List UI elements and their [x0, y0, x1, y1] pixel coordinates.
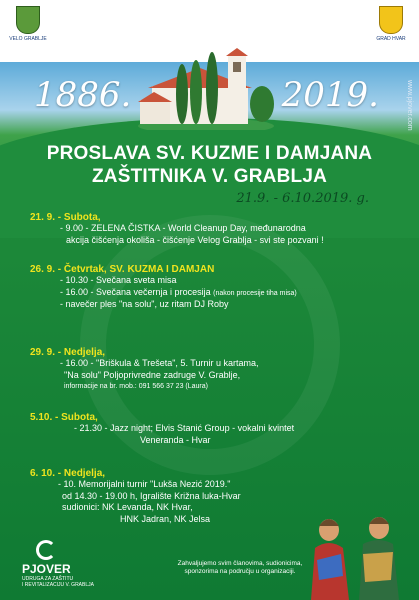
event-line: od 14.30 - 19.00 h, Igralište Križna luka-Hvar: [62, 490, 241, 501]
event-line-text: - 16.00 - Svečana večernja i procesija: [60, 286, 211, 297]
church-illustration: [136, 48, 276, 130]
year-end: 2019.: [281, 75, 379, 115]
event-date: 6. 10. - Nedjelja,: [30, 468, 106, 479]
event-line: - 9.00 - ZELENA ČISTKA - World Cleanup Day, međunarodna: [60, 223, 306, 233]
event-line: Veneranda - Hvar: [140, 434, 211, 445]
pjover-logo: [22, 540, 102, 588]
event-note: (nakon procesije tiha misa): [213, 289, 297, 297]
event-date: 21. 9. - Subota,: [30, 212, 101, 223]
event-line: HNK Jadran, NK Jelsa: [120, 513, 211, 524]
org-name: PJOVER: [22, 562, 71, 576]
event-item: [30, 412, 410, 446]
event-line: sudionici: NK Levanda, NK Hvar,: [62, 502, 193, 513]
festival-dates: 21.9. - 6.10.2019. g.: [236, 191, 369, 206]
event-line: akcija čišćenja okoliša - čišćenje Velog Grablja - svi ste pozvani !: [66, 234, 324, 245]
event-item: [30, 347, 410, 393]
event-line: - navečer ples "na solu", uz ritam DJ Roby: [60, 299, 229, 310]
velo-grablje-shield-icon: [16, 6, 40, 34]
grad-hvar-shield-icon: [379, 6, 403, 34]
event-date: 29. 9. - Nedjelja,: [30, 347, 106, 358]
velo-grablje-emblem: [8, 6, 48, 42]
event-info: informacije na br. mob.: 091 566 37 23 (Laura): [64, 383, 208, 391]
event-date: 5.10. - Subota,: [30, 412, 98, 423]
org-subtitle-2: I REVITALIZACIJU V. GRABLJA: [22, 582, 94, 588]
page-title-line1: PROSLAVA SV. KUZME I DAMJANA: [46, 143, 373, 164]
year-start: 1886.: [34, 75, 132, 115]
event-item: [30, 212, 410, 246]
saints-illustration: [293, 510, 413, 600]
org-subtitle-1: UDRUGA ZA ZAŠTITU: [22, 576, 74, 582]
event-line: [30, 287, 410, 300]
page-title-line2: ZAŠTITNIKA V. GRABLJA: [91, 166, 328, 187]
event-line: "Na solu" Poljoprivredne zadruge V. Grablje,: [64, 369, 241, 380]
event-item: [30, 264, 410, 311]
event-line: - 10. Memorijalni turnir "Lukša Nezić 2019.": [58, 479, 231, 489]
right-emblem-label: GRAD HVAR: [376, 36, 406, 42]
website-url: www.pjover.com: [406, 80, 413, 131]
thanks-note: Zahvaljujemo svim članovima, sudionicima, sponzorima na području u organizaciji.: [177, 560, 303, 575]
left-emblem-label: VELO GRABLJE: [9, 36, 47, 42]
pjover-g-icon: [36, 540, 56, 560]
event-line: - 16.00 - "Briškula & Trešeta", 5. Turnir u kartama,: [60, 358, 259, 368]
event-line: - 21.30 - Jazz night; Elvis Stanić Group - vokalni kvintet: [74, 423, 295, 433]
grad-hvar-emblem: [371, 6, 411, 42]
event-date: 26. 9. - Četvrtak, SV. KUZMA I DAMJAN: [30, 264, 215, 275]
event-line: - 10.30 - Svečana sveta misa: [60, 275, 177, 285]
